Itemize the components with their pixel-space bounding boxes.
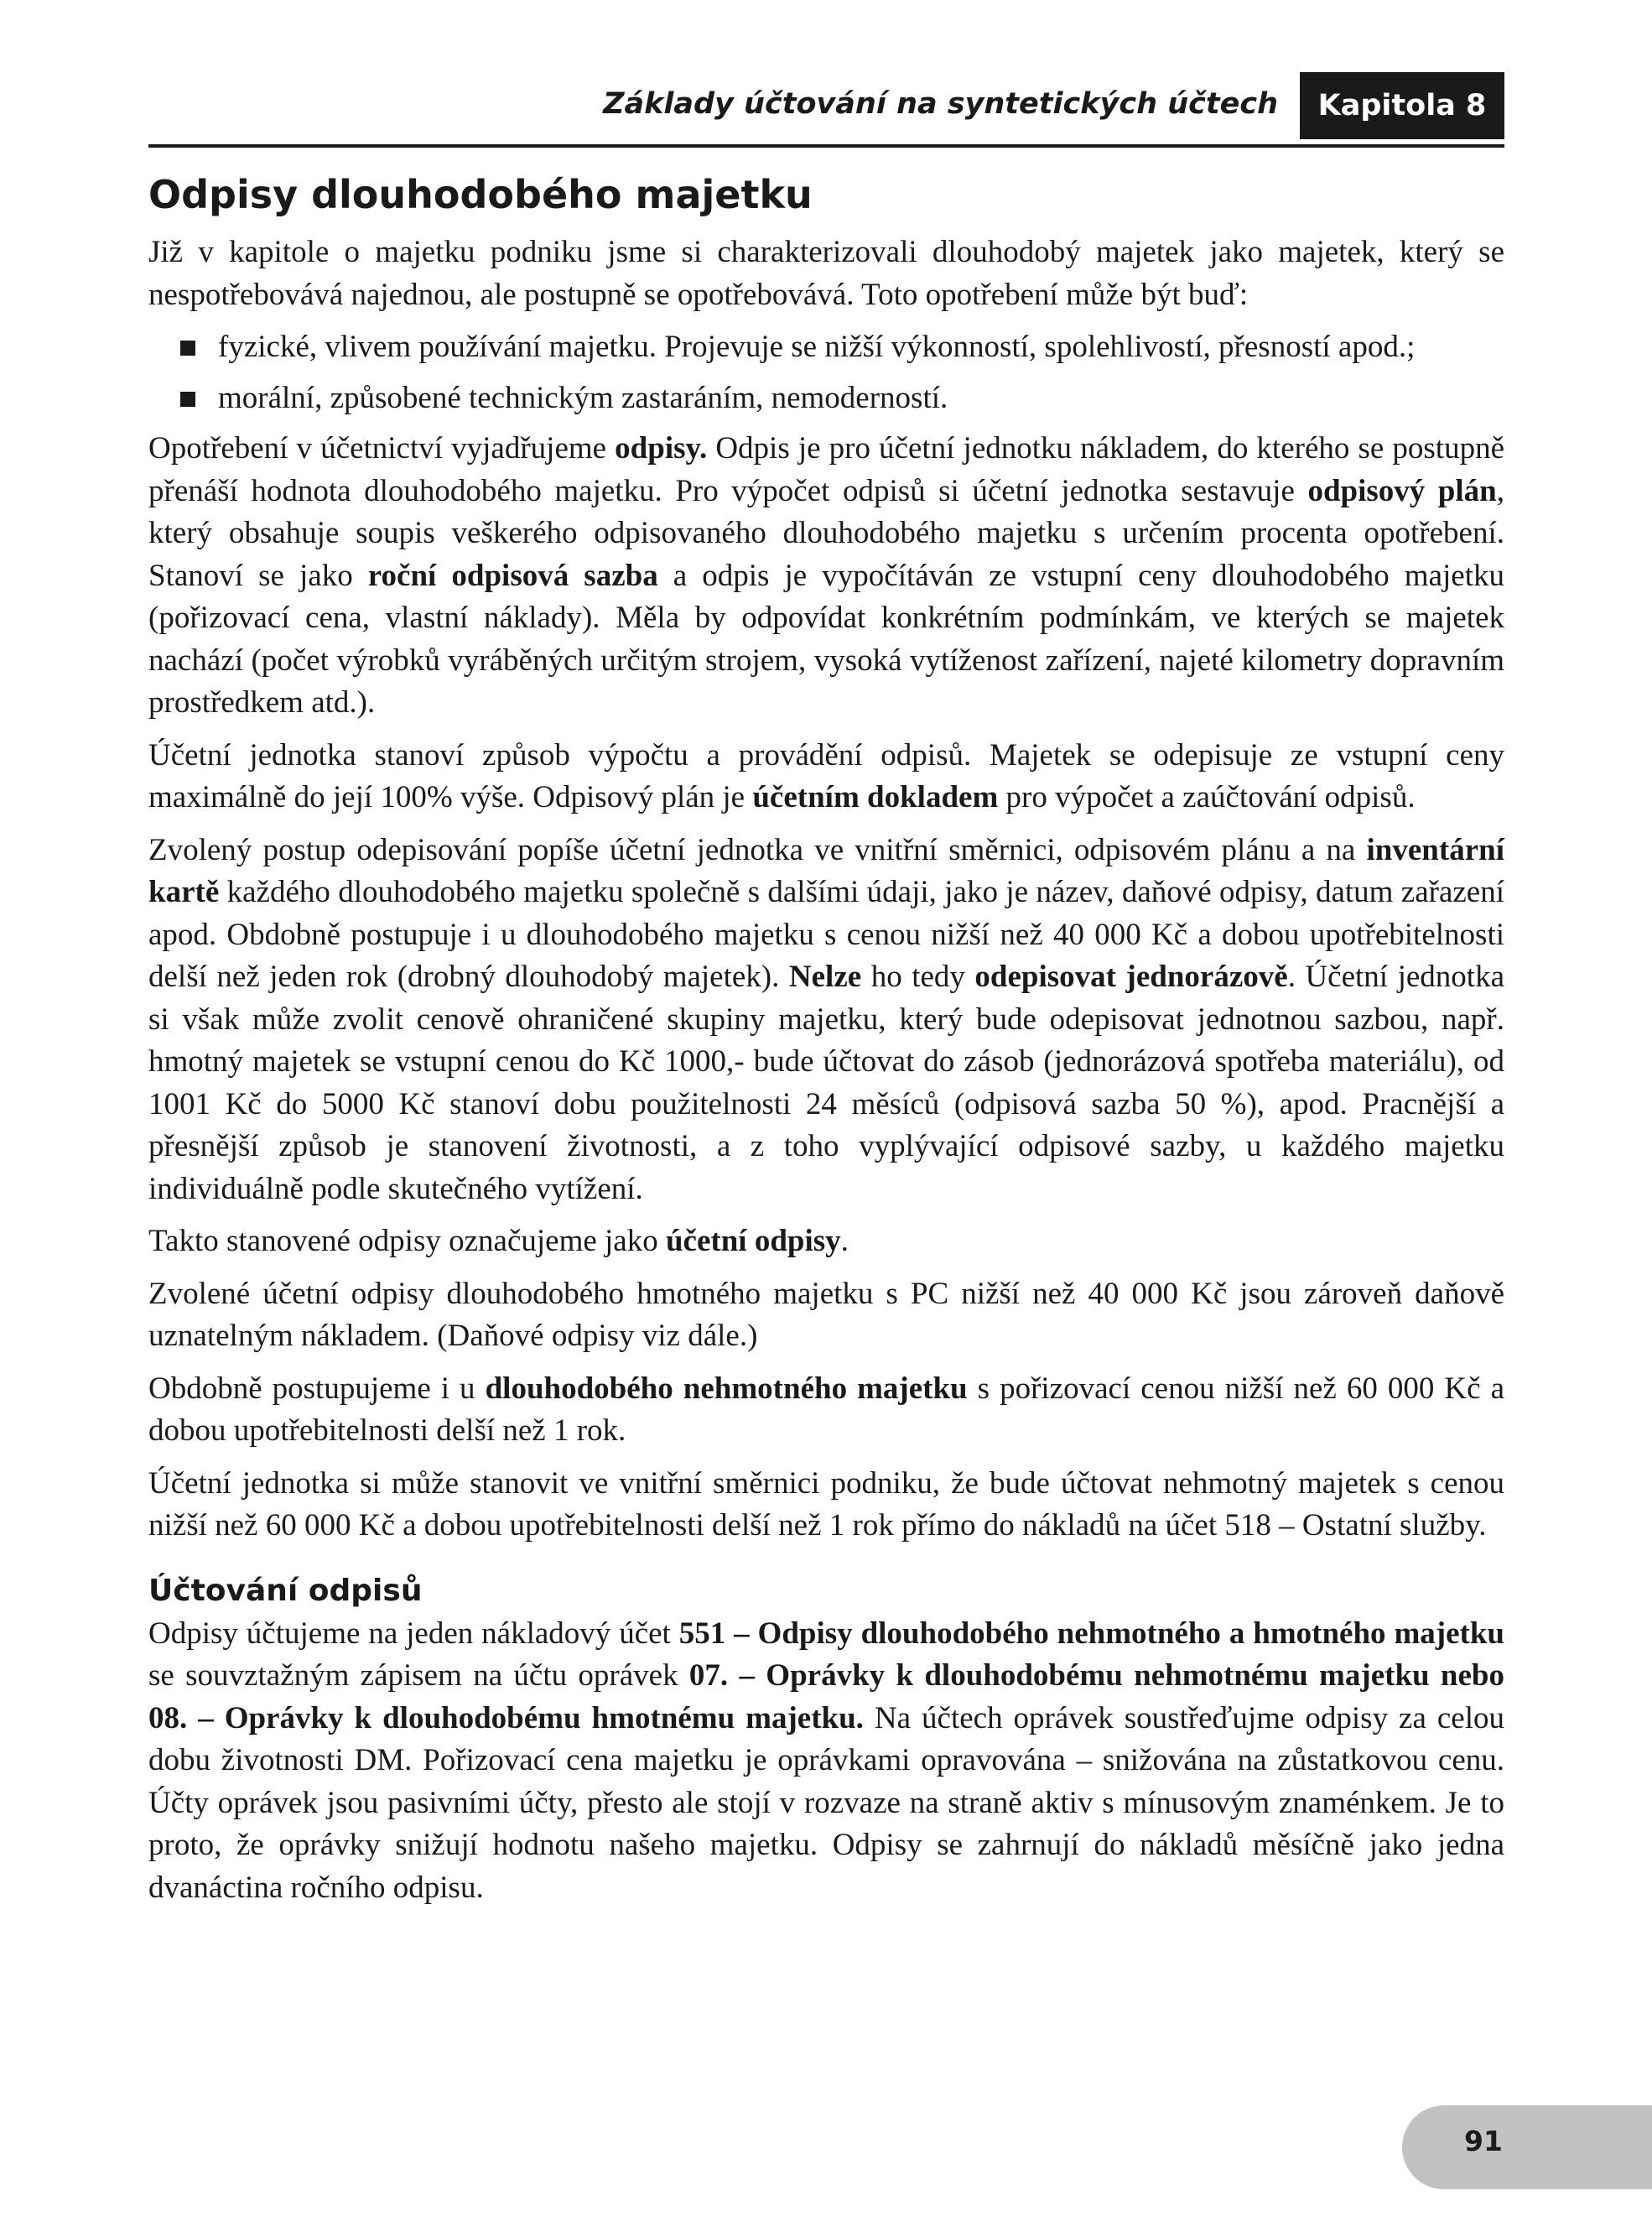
text-run: Na účtech oprávek soustřeďujme odpisy za celou dobu životnosti DM. Pořizovací cena majetku je oprávkami opravována – snižována na zůstatkovou cenu. Účty oprávek jsou pasivními účty, přesto ale stojí v rozvaze na straně aktiv s mínusovým znaménkem. Je to proto, že oprávky snižují hodnotu našeho majetku. Odpisy se zahrnují do nákladů měsíčně jako jedna dvanáctina ročního odpisu. [148, 1700, 1504, 1905]
text-run: Účetní jednotka si může stanovit ve vnitřní směrnici podniku, že bude účtovat nehmotný majetek s cenou nižší než 60 000 Kč a dobou upotřebitelnosti delší než 1 rok přímo do nákladů na účet 518 – Ostatní služby. [148, 1465, 1504, 1543]
intro-paragraph: Již v kapitole o majetku podniku jsme si charakterizovali dlouhodobý majetek jako majetek, který se nespotřebovává najednou, ale postupně se opotřebovává. Toto opotřebení může být buď: [148, 235, 1504, 312]
bold-term: 07. – Oprávky k dlouhodobému nehmotnému majetku nebo 08. – Oprávky k dlouhodobému hmotnému majetku. [148, 1658, 1504, 1735]
body-paragraph [148, 428, 1504, 725]
text-run: Odpisy účtujeme na jeden nákladový účet [148, 1616, 679, 1651]
running-header-title: Základy účtování na syntetických účtech [603, 87, 1278, 121]
text-run: Obdobně postupujeme i u [148, 1371, 486, 1406]
list-item-text: fyzické, vlivem používání majetku. Projevuje se nižší výkonností, spolehlivostí, přesností apod.; [218, 330, 1416, 364]
bold-term: odpisový plán [1307, 473, 1497, 508]
text-run: každého dlouhodobého majetku společně s dalšími údaji, jako je název, daňové odpisy, datum zařazení apod. Obdobně postupuje i u dlouhodobého majetku s cenou nižší než 40 000 Kč a dobou upotřebitelnosti delší než jeden rok (drobný dlouhodobý majetek). [148, 875, 1504, 994]
text-run: s pořizovací cenou nižší než 60 000 Kč a dobou upotřebitelnosti delší než 1 rok. [148, 1371, 1504, 1448]
bold-term: 551 – Odpisy dlouhodobého nehmotného a hmotného majetku [678, 1616, 1504, 1651]
subsection-paragraph [148, 1613, 1504, 1910]
header-rule [148, 144, 1504, 148]
text-run: ho tedy [861, 960, 975, 994]
section-title: Odpisy dlouhodobého majetku [148, 172, 813, 217]
page-number: 91 [1464, 2125, 1503, 2157]
body-paragraph [148, 1368, 1504, 1453]
page-number-tab [1402, 2105, 1652, 2189]
text-run: , který obsahuje soupis veškerého odpisovaného dlouhodobého majetku s určením procenta opotřebení. Stanoví se jako [148, 473, 1504, 593]
text-run: Opotřebení v účetnictví vyjadřujeme [148, 431, 616, 466]
bold-term: dlouhodobého nehmotného majetku [485, 1371, 968, 1406]
body-paragraph [148, 830, 1504, 1211]
bold-term: Nelze [788, 960, 862, 994]
chapter-label: Kapitola 8 [1300, 72, 1504, 139]
page-content [148, 168, 1504, 1919]
bold-term: roční odpisová sazba [367, 558, 658, 593]
text-run: pro výpočet a zaúčtování odpisů. [998, 780, 1416, 814]
text-run: se souvztažným zápisem na účtu oprávek [148, 1658, 689, 1693]
text-run: Účetní jednotka stanoví způsob výpočtu a provádění odpisů. Majetek se odepisuje ze vstupní ceny maximálně do její 100% výše. Odpisový plán je [148, 737, 1504, 814]
bold-term: odepisovat jednorázově [974, 960, 1288, 994]
text-run: . [840, 1224, 849, 1258]
text-run: Odpis je pro účetní jednotku nákladem, do kterého se postupně přenáší hodnota dlouhodobého majetku. Pro výpočet odpisů si účetní jednotka sestavuje [148, 431, 1504, 508]
text-run: Zvolené účetní odpisy dlouhodobého hmotného majetku s PC nižší než 40 000 Kč jsou zároveň daňově uznatelným nákladem. (Daňové odpisy viz dále.) [148, 1276, 1504, 1353]
body-paragraph [148, 735, 1504, 820]
bold-term: účetním dokladem [752, 780, 999, 814]
bullet-list [148, 326, 1504, 419]
text-run: Takto stanovené odpisy označujeme jako [148, 1224, 666, 1258]
bold-term: inventární kartě [148, 832, 1504, 909]
text-run: a odpis je vypočítáván ze vstupní ceny dlouhodobého majetku (pořizovací cena, vlastní náklady). Měla by odpovídat konkrétním podmínkám, ve kterých se majetek nachází (počet výrobků vyráběných určitým strojem, vysoká vytíženost zařízení, najeté kilometry dopravním prostředkem atd.). [148, 558, 1504, 720]
text-run: Zvolený postup odepisování popíše účetní jednotka ve vnitřní směrnici, odpisovém plánu a na [148, 832, 1367, 867]
list-item-text: morální, způsobené technickým zastaráním, nemoderností. [218, 380, 948, 415]
text-run: . Účetní jednotka si však může zvolit cenově ohraničené skupiny majetku, který bude odepisovat jednotnou sazbou, např. hmotný majetek se vstupní cenou do Kč 1000,- bude účtovat do zásob (jednorázová spotřeba materiálu), od 1001 Kč do 5000 Kč stanoví dobu použitelnosti 24 měsíců (odpisová sazba 50 %), apod. Pracnější a přesnější způsob je stanovení životnosti, a z toho vyplývající odpisové sazby, u každého majetku individuálně podle skutečného vytížení. [148, 960, 1504, 1206]
body-paragraph [148, 1463, 1504, 1548]
bold-term: účetní odpisy [665, 1224, 841, 1258]
list-item [148, 326, 1504, 369]
subsection-title: Účtování odpisů [148, 1573, 423, 1608]
body-paragraph [148, 1220, 1504, 1263]
square-bullet-icon [180, 341, 195, 356]
bold-term: odpisy. [615, 431, 708, 466]
list-item [148, 377, 1504, 420]
body-paragraph [148, 1273, 1504, 1358]
square-bullet-icon [180, 392, 195, 407]
